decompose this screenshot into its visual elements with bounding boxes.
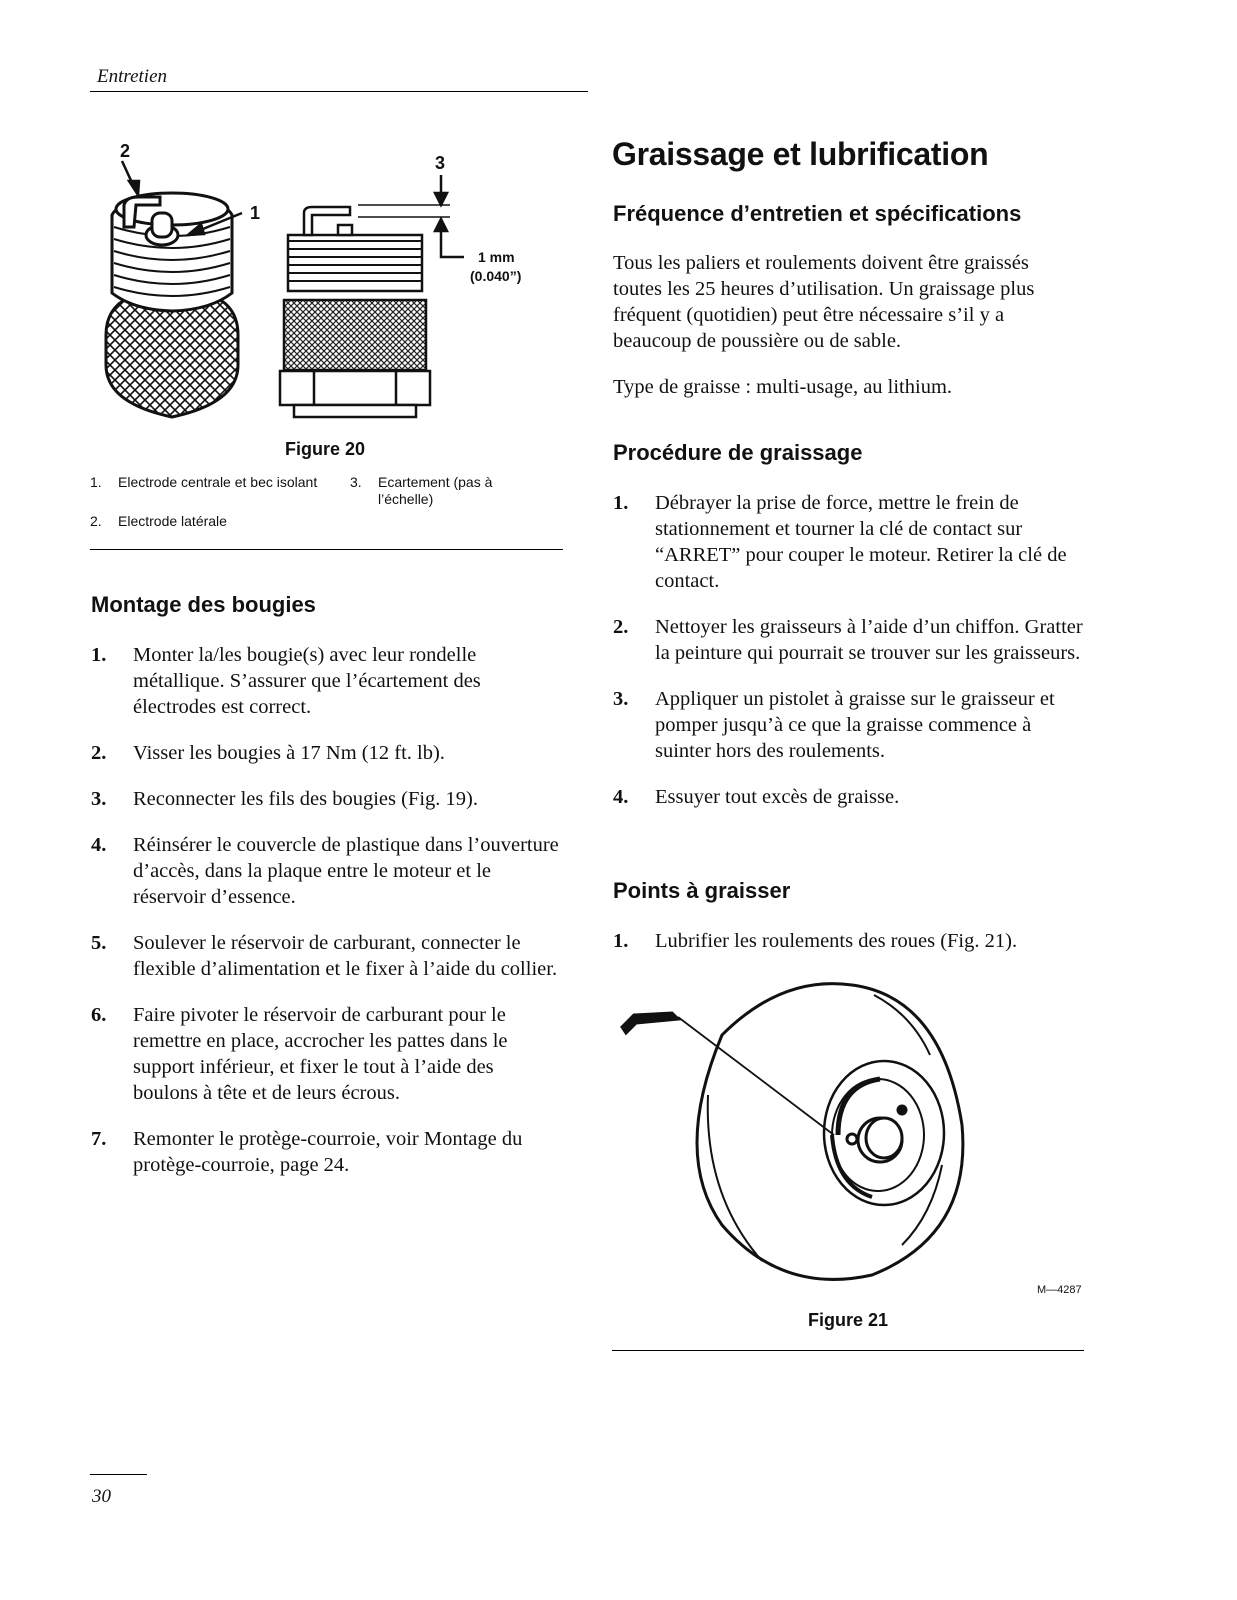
procedure-steps bbox=[613, 490, 1083, 830]
figure-21-rule bbox=[612, 1350, 1084, 1351]
step-item: 1. Monter la/les bougie(s) avec leur rondelle métallique. S’assurer que l’écartement des électrodes est correct. bbox=[91, 644, 481, 718]
figure-20-caption: Figure 20 bbox=[284, 439, 366, 459]
step-item: 3. Appliquer un pistolet à graisse sur le graisseur et pomper jusqu’à ce que la graisse commence à suinter hors des roulements. bbox=[613, 688, 1055, 762]
montage-heading: Montage des bougies bbox=[91, 592, 316, 617]
callout-1: 1 bbox=[250, 203, 261, 223]
points-steps bbox=[613, 928, 1083, 974]
step-item: 7. Remonter le protège-courroie, voir Montage du protège-courroie, page 24. bbox=[91, 1128, 523, 1176]
frequency-heading: Fréquence d’entretien et spécifications bbox=[613, 201, 1022, 226]
legend-item: 1. Electrode centrale et bec isolant bbox=[90, 474, 318, 490]
step-item: 4. Réinsérer le couvercle de plastique dans l’ouverture d’accès, dans la plaque entre le moteur et le réservoir d’essence. bbox=[91, 834, 559, 908]
procedure-heading: Procédure de graissage bbox=[613, 440, 863, 465]
spark-plug-illustration bbox=[90, 135, 570, 435]
figure-20-rule bbox=[90, 549, 563, 550]
running-header: Entretien bbox=[97, 66, 167, 87]
step-item: 4. Essuyer tout excès de graisse. bbox=[613, 786, 900, 808]
wheel-grease-illustration bbox=[612, 975, 1087, 1300]
callout-2: 2 bbox=[120, 141, 131, 161]
page-number: 30 bbox=[92, 1486, 111, 1507]
figure-21-caption: Figure 21 bbox=[807, 1310, 889, 1330]
page-title: Graissage et lubrification bbox=[612, 136, 989, 172]
gap-label-mm: 1 mm bbox=[478, 249, 515, 265]
step-item: 1. Lubrifier les roulements des roues (Fig. 21). bbox=[613, 930, 1018, 952]
step-item: 5. Soulever le réservoir de carburant, connecter le flexible d’alimentation et le fixer à l’aide du collier. bbox=[91, 932, 558, 980]
legend-item: 2. Electrode latérale bbox=[90, 513, 227, 529]
step-item: 2. Nettoyer les graisseurs à l’aide d’un chiffon. Gratter la peinture qui pourrait se trouver sur les graisseurs. bbox=[613, 616, 1083, 664]
legend-item: 3. Ecartement (pas à l’échelle) bbox=[350, 474, 493, 507]
step-item: 3. Reconnecter les fils des bougies (Fig. 19). bbox=[91, 788, 479, 810]
step-item: 2. Visser les bougies à 17 Nm (12 ft. lb). bbox=[91, 742, 445, 764]
gap-label-inch: (0.040”) bbox=[470, 268, 522, 284]
footer-rule bbox=[90, 1474, 147, 1475]
figure-21-code: M—4287 bbox=[1037, 1284, 1082, 1296]
frequency-paragraph: Tous les paliers et roulements doivent être graissés toutes les 25 heures d’utilisation. Un graissage plus fréquent (quotidien) peut être nécessaire s’il y a beaucoup de poussière ou de sable. bbox=[613, 252, 1035, 352]
grease-type-paragraph: Type de graisse : multi-usage, au lithium. bbox=[613, 376, 953, 398]
points-heading: Points à graisser bbox=[613, 878, 791, 903]
callout-3: 3 bbox=[435, 153, 446, 173]
grease-gun bbox=[622, 1013, 834, 1135]
step-item: 1. Débrayer la prise de force, mettre le frein de stationnement et tourner la clé de contact sur “ARRET” pour couper le moteur. Retirer la clé de contact. bbox=[613, 492, 1067, 592]
header-rule bbox=[90, 91, 588, 92]
montage-steps bbox=[91, 642, 561, 1198]
spark-plug-left bbox=[106, 193, 238, 417]
spark-plug-right bbox=[280, 205, 450, 417]
step-item: 6. Faire pivoter le réservoir de carburant pour le remettre en place, accrocher les pattes dans le support inférieur, et fixer le tout à l’aide des boulons à tête et de leurs écrous. bbox=[91, 1004, 508, 1104]
